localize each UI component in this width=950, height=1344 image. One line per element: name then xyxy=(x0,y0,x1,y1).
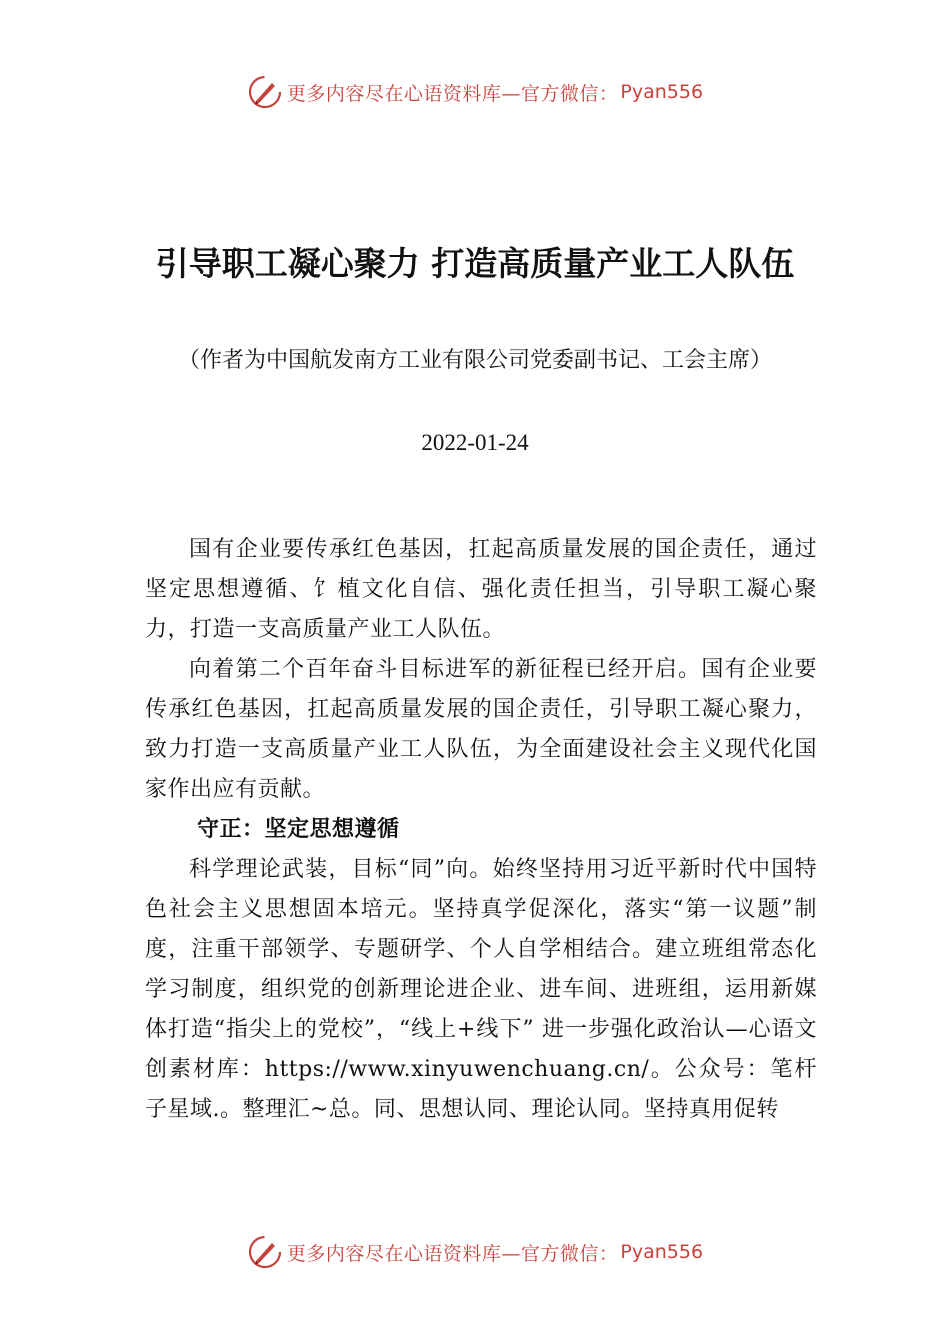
pen-logo-icon xyxy=(247,74,283,110)
banner-text: 更多内容尽在心语资料库—官方微信： xyxy=(286,1242,619,1265)
paragraph: 国有企业要传承红色基因，扛起高质量发展的国企责任，通过坚定思想遵循、饣植文化自信、强化责任担当，引导职工凝心聚力，打造一支高质量产业工人队伍。 xyxy=(145,537,817,642)
publish-date: 2022-01-24 xyxy=(421,430,529,455)
banner-wechat-id: Pyan556 xyxy=(620,1241,704,1263)
section-heading: 守正：坚定思想遵循 xyxy=(197,817,400,842)
author-line: （作者为中国航发南方工业有限公司党委副书记、工会主席） xyxy=(177,348,772,373)
article-body xyxy=(145,530,817,1130)
paragraph: 科学理论武装，目标“同”向。始终坚持用习近平新时代中国特色社会主义思想固本培元。坚持真学促深化，落实“第一议题”制度，注重干部领学、专题研学、个人自学相结合。建立班组常态化学习制度，组织党的创新理论进企业、进车间、进班组，运用新媒体打造“指尖上的党校”，“线上+线下” 进一步强化政治认—心语文创素材库：https://www.xinyuwenchuang.cn/。公众号：笔杆子星域.。整理汇~总。同、思想认同、理论认同。坚持真用促转 xyxy=(145,857,817,1122)
pen-logo-icon xyxy=(247,1234,283,1270)
banner-wechat-id: Pyan556 xyxy=(620,81,704,103)
header-banner xyxy=(0,72,950,112)
banner-text: 更多内容尽在心语资料库—官方微信： xyxy=(286,82,619,105)
article-title: 引导职工凝心聚力 打造高质量产业工人队伍 xyxy=(155,244,795,283)
footer-banner xyxy=(0,1232,950,1272)
paragraph: 向着第二个百年奋斗目标进军的新征程已经开启。国有企业要传承红色基因，扛起高质量发展的国企责任，引导职工凝心聚力，致力打造一支高质量产业工人队伍，为全面建设社会主义现代化国家作出应有贡献。 xyxy=(145,657,817,802)
